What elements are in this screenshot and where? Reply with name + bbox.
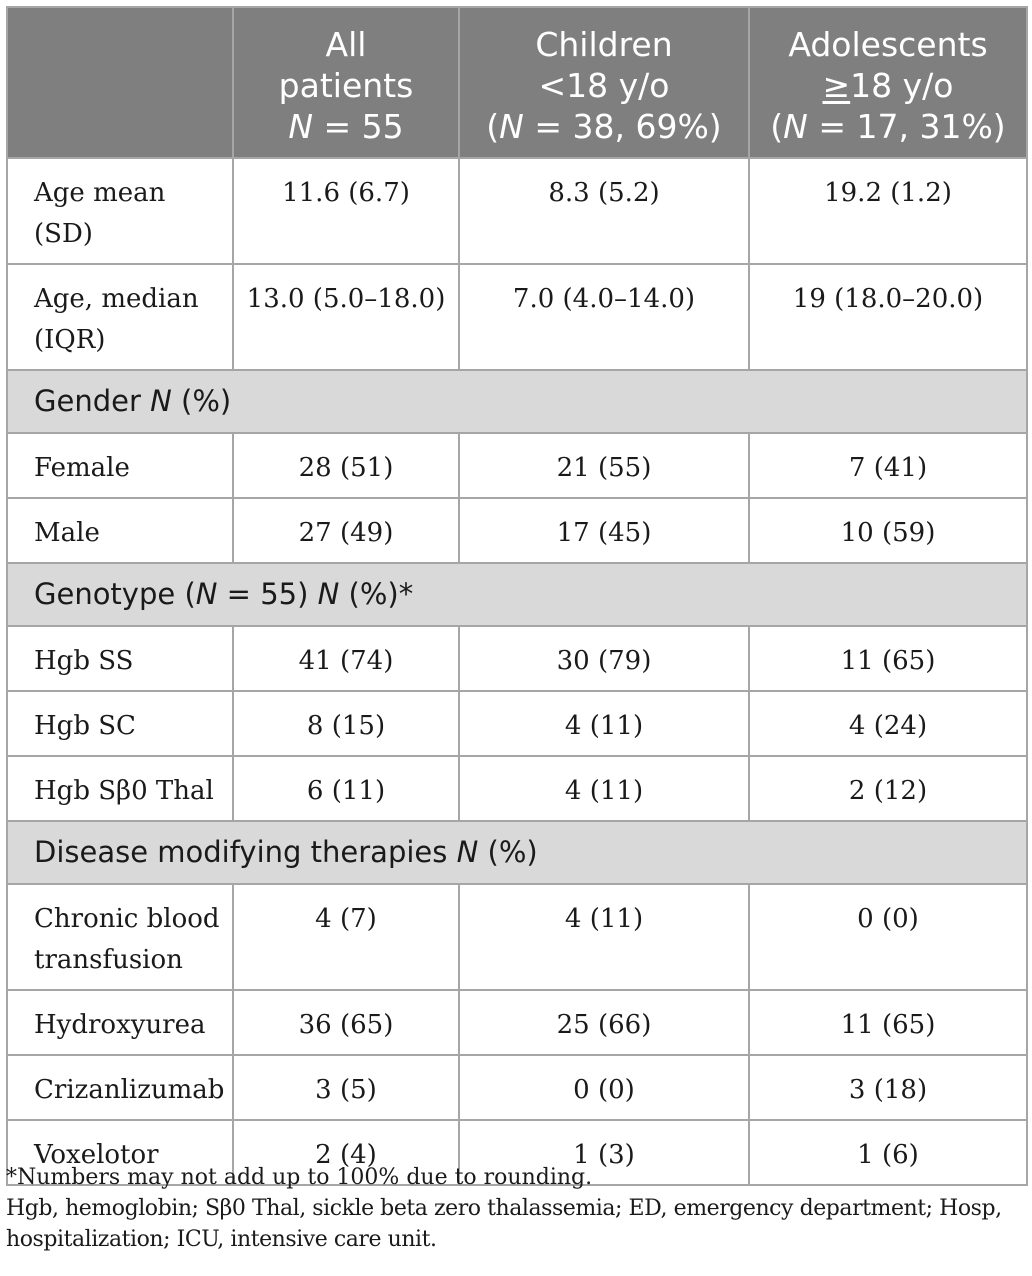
section-title: Disease modifying therapies N (%)	[7, 821, 1027, 884]
table-row	[7, 158, 1027, 264]
row-label: Crizanlizumab	[7, 1055, 233, 1120]
cell-adolescents: 3 (18)	[749, 1055, 1027, 1120]
cell-children: 17 (45)	[459, 498, 749, 563]
row-label: Hgb SC	[7, 691, 233, 756]
cell-children: 1 (3)	[459, 1120, 749, 1185]
cell-all: 36 (65)	[233, 990, 459, 1055]
table-row	[7, 264, 1027, 370]
cell-children: 4 (11)	[459, 884, 749, 990]
row-label: Voxelotor	[7, 1120, 233, 1185]
header-adolescents: Adolescents ≥18 y/o (N = 17, 31%)	[749, 7, 1027, 158]
cell-children: 25 (66)	[459, 990, 749, 1055]
section-title: Genotype (N = 55) N (%)*	[7, 563, 1027, 626]
table-row	[7, 884, 1027, 990]
table-row	[7, 691, 1027, 756]
cell-adolescents: 4 (24)	[749, 691, 1027, 756]
row-label: Chronic blood transfusion	[7, 884, 233, 990]
cell-all: 13.0 (5.0–18.0)	[233, 264, 459, 370]
cell-children: 7.0 (4.0–14.0)	[459, 264, 749, 370]
section-header-therapies	[7, 821, 1027, 884]
cell-children: 30 (79)	[459, 626, 749, 691]
cell-all: 41 (74)	[233, 626, 459, 691]
table-row	[7, 626, 1027, 691]
header-empty-cell	[7, 7, 233, 158]
cell-all: 11.6 (6.7)	[233, 158, 459, 264]
demographics-table	[6, 6, 1028, 1186]
table-header-row	[7, 7, 1027, 158]
footnote-abbreviations: Hgb, hemoglobin; Sβ0 Thal, sickle beta zero thalassemia; ED, emergency department; Hosp, hospitalization; ICU, intensive care unit.	[6, 1196, 1002, 1252]
cell-adolescents: 11 (65)	[749, 626, 1027, 691]
cell-children: 4 (11)	[459, 756, 749, 821]
section-title: Gender N (%)	[7, 370, 1027, 433]
row-label: Female	[7, 433, 233, 498]
cell-adolescents: 1 (6)	[749, 1120, 1027, 1185]
section-header-gender	[7, 370, 1027, 433]
header-children: Children <18 y/o (N = 38, 69%)	[459, 7, 749, 158]
cell-adolescents: 19 (18.0–20.0)	[749, 264, 1027, 370]
row-label: Age mean (SD)	[7, 158, 233, 264]
cell-all: 28 (51)	[233, 433, 459, 498]
cell-all: 4 (7)	[233, 884, 459, 990]
cell-all: 3 (5)	[233, 1055, 459, 1120]
cell-children: 8.3 (5.2)	[459, 158, 749, 264]
cell-adolescents: 7 (41)	[749, 433, 1027, 498]
footnote-rounding: *Numbers may not add up to 100% due to rounding.	[6, 1165, 593, 1190]
row-label: Hydroxyurea	[7, 990, 233, 1055]
table-row	[7, 498, 1027, 563]
cell-children: 4 (11)	[459, 691, 749, 756]
row-label: Hgb Sβ0 Thal	[7, 756, 233, 821]
table-row	[7, 433, 1027, 498]
cell-all: 8 (15)	[233, 691, 459, 756]
cell-all: 27 (49)	[233, 498, 459, 563]
table-row	[7, 756, 1027, 821]
cell-children: 0 (0)	[459, 1055, 749, 1120]
row-label: Male	[7, 498, 233, 563]
cell-adolescents: 0 (0)	[749, 884, 1027, 990]
cell-adolescents: 11 (65)	[749, 990, 1027, 1055]
cell-all: 2 (4)	[233, 1120, 459, 1185]
table-footnotes	[6, 1162, 1028, 1255]
section-header-genotype	[7, 563, 1027, 626]
header-all-patients: All patients N = 55	[233, 7, 459, 158]
cell-children: 21 (55)	[459, 433, 749, 498]
cell-adolescents: 10 (59)	[749, 498, 1027, 563]
row-label: Age, median (IQR)	[7, 264, 233, 370]
table-row	[7, 990, 1027, 1055]
cell-adolescents: 19.2 (1.2)	[749, 158, 1027, 264]
cell-all: 6 (11)	[233, 756, 459, 821]
cell-adolescents: 2 (12)	[749, 756, 1027, 821]
table-row	[7, 1055, 1027, 1120]
row-label: Hgb SS	[7, 626, 233, 691]
